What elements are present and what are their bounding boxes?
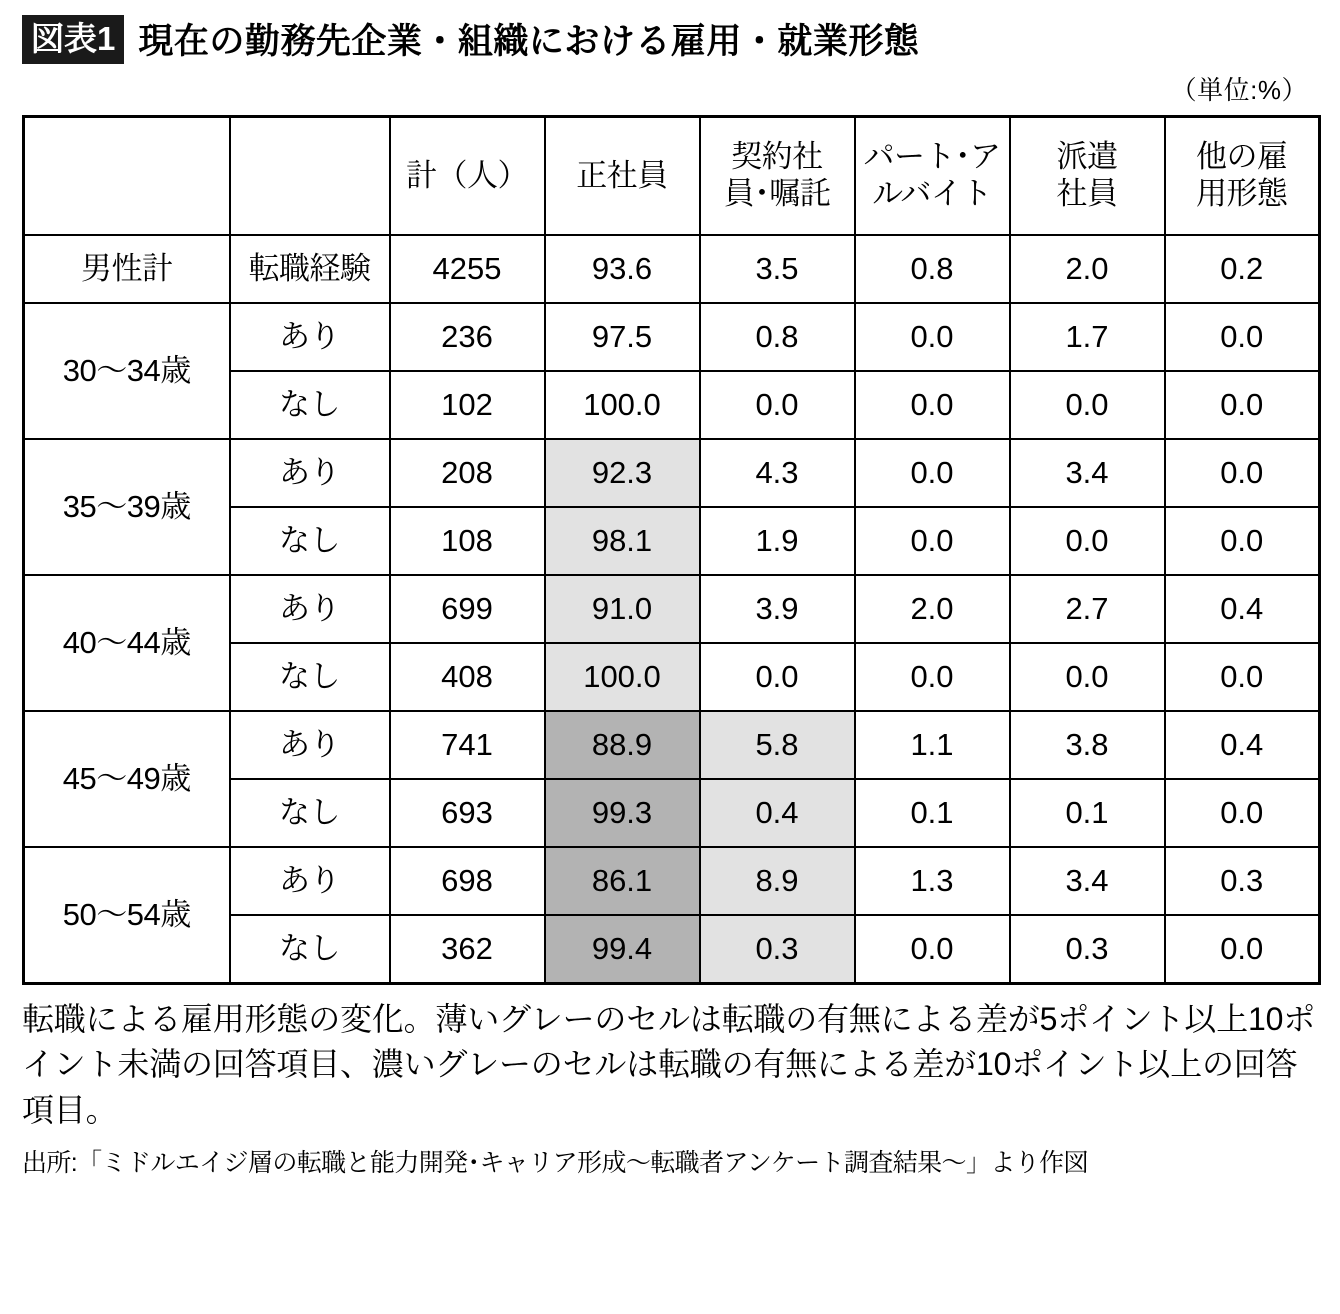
table-cell: 0.4	[1165, 575, 1320, 643]
table-cell: 0.0	[1165, 643, 1320, 711]
table-cell: 5.8	[700, 711, 855, 779]
table-cell: 0.8	[700, 303, 855, 371]
row-sub-label: あり	[230, 575, 390, 643]
table-cell: 0.1	[855, 779, 1010, 847]
table-row	[24, 235, 1320, 303]
header-total: 計（人）	[390, 117, 545, 236]
table-cell: 8.9	[700, 847, 855, 915]
table-cell: 0.0	[1165, 371, 1320, 439]
table-cell: 3.4	[1010, 439, 1165, 507]
header-other-type	[1165, 117, 1320, 236]
table-cell: 408	[390, 643, 545, 711]
table-cell: 0.0	[855, 303, 1010, 371]
row-group-label: 35～39歳	[24, 439, 230, 575]
header-regular-employee: 正社員	[545, 117, 700, 236]
unit-note: （単位:%）	[1170, 75, 1308, 105]
figure-title-row	[22, 14, 1318, 64]
table-cell: 0.3	[1010, 915, 1165, 984]
table-cell: 4.3	[700, 439, 855, 507]
table-cell: 0.0	[1165, 507, 1320, 575]
table-cell: 0.3	[1165, 847, 1320, 915]
table-cell: 699	[390, 575, 545, 643]
table-cell: 0.0	[1165, 439, 1320, 507]
table-body	[24, 235, 1320, 984]
table-cell: 97.5	[545, 303, 700, 371]
header-part-time-line2: ルバイト	[872, 176, 992, 211]
table-cell: 98.1	[545, 507, 700, 575]
table-cell: 0.0	[700, 371, 855, 439]
header-contract-employee	[700, 117, 855, 236]
row-group-label: 40～44歳	[24, 575, 230, 711]
header-other-type-line2: 用形態	[1196, 176, 1288, 211]
row-group-label: 50～54歳	[24, 847, 230, 984]
row-group-label: 男性計	[24, 235, 230, 303]
row-sub-label: なし	[230, 779, 390, 847]
table-cell: 0.2	[1165, 235, 1320, 303]
table-cell: 1.3	[855, 847, 1010, 915]
table-cell: 92.3	[545, 439, 700, 507]
row-sub-label: あり	[230, 439, 390, 507]
table-cell: 3.8	[1010, 711, 1165, 779]
table-cell: 3.9	[700, 575, 855, 643]
row-sub-label: あり	[230, 847, 390, 915]
table-cell: 0.0	[1010, 507, 1165, 575]
row-sub-label: 転職経験	[230, 235, 390, 303]
figure-number-badge: 図表1	[22, 15, 124, 64]
table-cell: 100.0	[545, 643, 700, 711]
row-group-label: 45～49歳	[24, 711, 230, 847]
row-sub-label: なし	[230, 643, 390, 711]
table-cell: 4255	[390, 235, 545, 303]
table-cell: 0.1	[1010, 779, 1165, 847]
header-blank-sub	[230, 117, 390, 236]
table-cell: 0.0	[1165, 779, 1320, 847]
table-cell: 693	[390, 779, 545, 847]
table-row	[24, 847, 1320, 915]
table-cell: 0.0	[1165, 915, 1320, 984]
header-dispatched	[1010, 117, 1165, 236]
table-cell: 100.0	[545, 371, 700, 439]
table-row	[24, 575, 1320, 643]
table-row	[24, 711, 1320, 779]
table-cell: 0.0	[855, 643, 1010, 711]
table-cell: 0.4	[700, 779, 855, 847]
employment-type-table	[22, 115, 1321, 985]
header-blank-group	[24, 117, 230, 236]
table-cell: 2.0	[855, 575, 1010, 643]
table-cell: 0.0	[700, 643, 855, 711]
table-cell: 93.6	[545, 235, 700, 303]
table-cell: 1.7	[1010, 303, 1165, 371]
table-cell: 2.7	[1010, 575, 1165, 643]
table-cell: 88.9	[545, 711, 700, 779]
table-row	[24, 303, 1320, 371]
row-sub-label: なし	[230, 915, 390, 984]
header-other-type-line1: 他の雇	[1196, 139, 1288, 175]
table-cell: 0.0	[855, 371, 1010, 439]
row-sub-label: なし	[230, 507, 390, 575]
header-part-time	[855, 117, 1010, 236]
row-sub-label: なし	[230, 371, 390, 439]
table-cell: 698	[390, 847, 545, 915]
table-cell: 0.3	[700, 915, 855, 984]
table-row	[24, 439, 1320, 507]
table-cell: 99.4	[545, 915, 700, 984]
table-note: 転職による雇用形態の変化。薄いグレーのセルは転職の有無による差が5ポイント以上10ポイント未満の回答項目、濃いグレーのセルは転職の有無による差が10ポイント以上の回答項目。	[22, 1001, 1315, 1128]
header-dispatched-line2: 社員	[1056, 176, 1118, 211]
table-cell: 0.0	[855, 439, 1010, 507]
header-part-time-line1: パート･ア	[863, 139, 1001, 175]
table-cell: 2.0	[1010, 235, 1165, 303]
header-contract-employee-line1: 契約社	[731, 139, 823, 175]
table-cell: 0.0	[1010, 371, 1165, 439]
row-group-label: 30～34歳	[24, 303, 230, 439]
table-cell: 99.3	[545, 779, 700, 847]
table-cell: 362	[390, 915, 545, 984]
page-title: 現在の勤務先企業・組織における雇用・就業形態	[138, 22, 920, 61]
table-cell: 0.0	[855, 507, 1010, 575]
table-cell: 108	[390, 507, 545, 575]
table-cell: 0.4	[1165, 711, 1320, 779]
table-cell: 3.5	[700, 235, 855, 303]
table-cell: 1.9	[700, 507, 855, 575]
table-header-row	[24, 117, 1320, 236]
header-contract-employee-line2: 員･嘱託	[723, 176, 831, 211]
table-cell: 0.8	[855, 235, 1010, 303]
table-cell: 102	[390, 371, 545, 439]
table-cell: 91.0	[545, 575, 700, 643]
table-cell: 86.1	[545, 847, 700, 915]
table-cell: 0.0	[1165, 303, 1320, 371]
table-cell: 0.0	[1010, 643, 1165, 711]
row-sub-label: あり	[230, 303, 390, 371]
row-sub-label: あり	[230, 711, 390, 779]
table-cell: 741	[390, 711, 545, 779]
table-cell: 0.0	[855, 915, 1010, 984]
table-source: 出所:「ミドルエイジ層の転職と能力開発･キャリア形成～転職者アンケート調査結果～」より作図	[22, 1149, 1088, 1178]
table-header	[24, 117, 1320, 236]
table-cell: 1.1	[855, 711, 1010, 779]
table-cell: 3.4	[1010, 847, 1165, 915]
table-cell: 208	[390, 439, 545, 507]
table-cell: 236	[390, 303, 545, 371]
header-dispatched-line1: 派遣	[1056, 139, 1118, 175]
